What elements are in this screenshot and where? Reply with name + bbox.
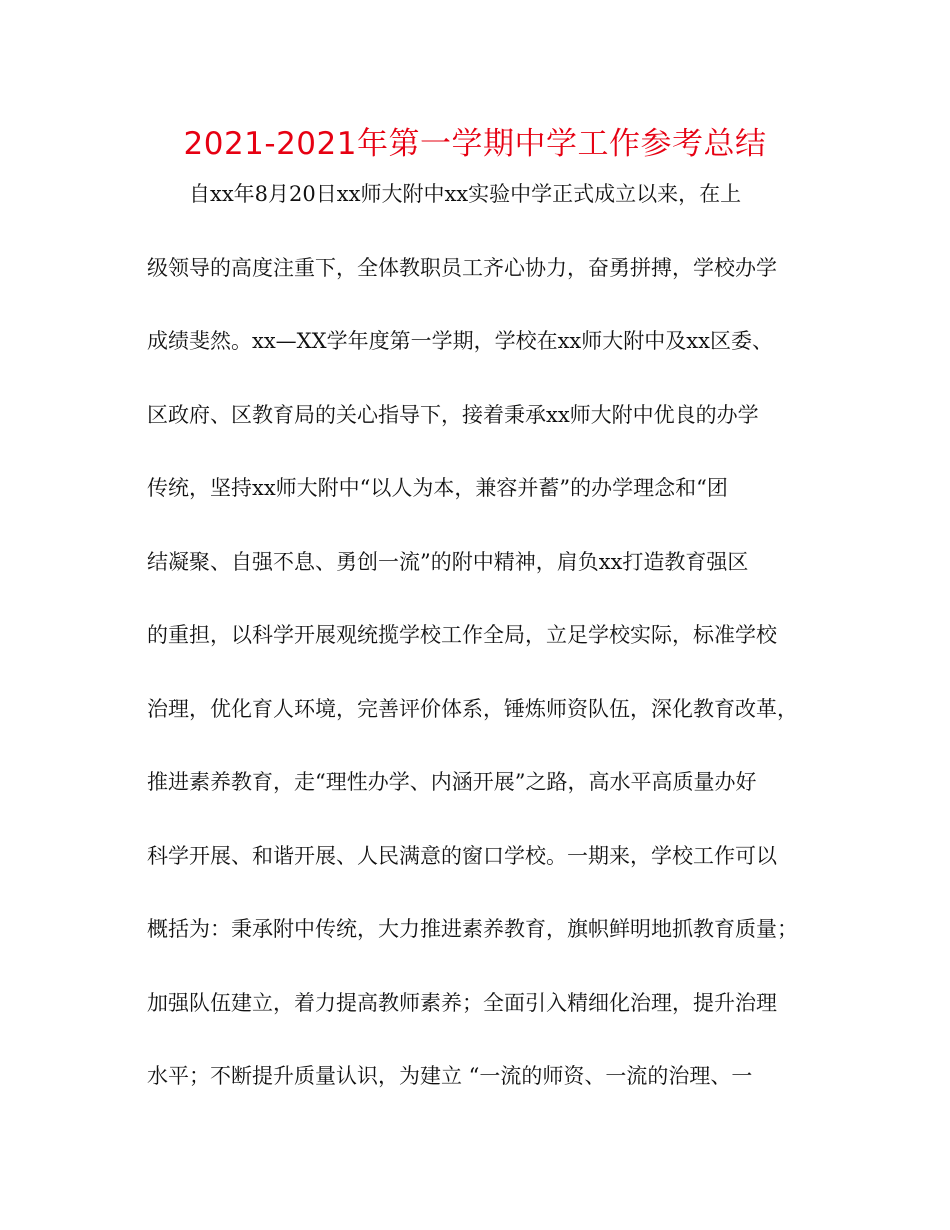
paragraph-line: 传统，坚持xx师大附中“以人为本，兼容并蓄”的办学理念和“团: [147, 476, 728, 500]
paragraph-line: 概括为：秉承附中传统，大力推进素养教育，旗帜鲜明地抓教育质量；: [147, 917, 798, 941]
paragraph-line: 级领导的高度注重下，全体教职员工齐心协力，奋勇拼搏，学校办学: [147, 255, 777, 280]
paragraph-line: 科学开展、和谐开展、人民满意的窗口学校。一期来，学校工作可以: [147, 843, 777, 868]
paragraph-line: 成绩斐然。xx—XX学年度第一学期，学校在xx师大附中及xx区委、: [147, 329, 773, 353]
document-body: [147, 172, 807, 1128]
paragraph-line: 自xx年8月20日xx师大附中xx实验中学正式成立以来，在上: [189, 182, 742, 206]
paragraph-line: 水平；不断提升质量认识，为建立 “一流的师资、一流的治理、一: [147, 1064, 753, 1088]
paragraph-line: 区政府、区教育局的关心指导下，接着秉承xx师大附中优良的办学: [147, 402, 759, 427]
document-title: 2021-2021年第一学期中学工作参考总结: [183, 126, 767, 162]
paragraph-line: 推进素养教育，走“理性办学、内涵开展”之路，高水平高质量办好: [147, 770, 757, 794]
paragraph-line: 结凝聚、自强不息、勇创一流”的附中精神，肩负xx打造教育强区: [147, 549, 749, 574]
paragraph-line: 加强队伍建立，着力提高教师素养；全面引入精细化治理，提升治理: [147, 990, 777, 1015]
paragraph-line: 的重担，以科学开展观统揽学校工作全局，立足学校实际，标准学校: [147, 623, 777, 647]
paragraph-line: 治理，优化育人环境，完善评价体系，锤炼师资队伍，深化教育改革，: [147, 696, 798, 721]
